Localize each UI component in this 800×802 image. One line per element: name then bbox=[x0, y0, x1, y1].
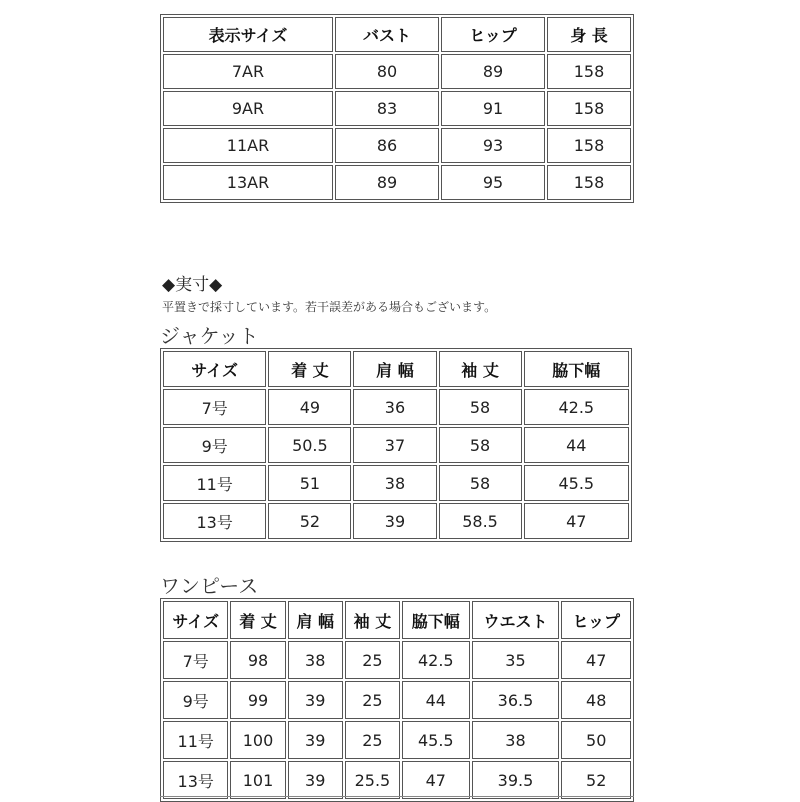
table-cell: 25.5 bbox=[345, 761, 400, 799]
table-row bbox=[163, 721, 631, 759]
table-row bbox=[163, 91, 631, 126]
table-cell: 83 bbox=[335, 91, 439, 126]
table-cell: 9AR bbox=[163, 91, 333, 126]
table-cell: 11号 bbox=[163, 465, 266, 501]
table-row bbox=[163, 165, 631, 200]
header-cell: 脇下幅 bbox=[402, 601, 469, 639]
header-cell: ヒップ bbox=[561, 601, 631, 639]
header-cell: 肩 幅 bbox=[288, 601, 343, 639]
table-cell: 47 bbox=[402, 761, 469, 799]
table-cell: 101 bbox=[230, 761, 285, 799]
table-cell: 52 bbox=[561, 761, 631, 799]
table-cell: 49 bbox=[268, 389, 351, 425]
table-cell: 50.5 bbox=[268, 427, 351, 463]
table-cell: 39 bbox=[288, 761, 343, 799]
table-row bbox=[163, 128, 631, 163]
table-row bbox=[163, 761, 631, 799]
table-header-row bbox=[163, 351, 629, 387]
table-cell: 39.5 bbox=[472, 761, 560, 799]
jacket-size-table bbox=[160, 348, 632, 542]
header-cell: ヒップ bbox=[441, 17, 545, 52]
table-cell: 25 bbox=[345, 681, 400, 719]
measurement-note: 平置きで採寸しています。若干誤差がある場合もございます。 bbox=[162, 300, 497, 314]
table-cell: 7号 bbox=[163, 389, 266, 425]
table-cell: 38 bbox=[472, 721, 560, 759]
table-cell: 98 bbox=[230, 641, 285, 679]
onepiece-title: ワンピース bbox=[160, 574, 259, 598]
table-cell: 7AR bbox=[163, 54, 333, 89]
header-cell: ウエスト bbox=[472, 601, 560, 639]
header-cell: サイズ bbox=[163, 601, 228, 639]
table-cell: 95 bbox=[441, 165, 545, 200]
table-cell: 58.5 bbox=[439, 503, 522, 539]
header-cell: 着 丈 bbox=[230, 601, 285, 639]
table-cell: 158 bbox=[547, 165, 631, 200]
table-header-row bbox=[163, 601, 631, 639]
table-cell: 25 bbox=[345, 641, 400, 679]
header-cell: 脇下幅 bbox=[524, 351, 629, 387]
table-cell: 47 bbox=[524, 503, 629, 539]
header-cell: バスト bbox=[335, 17, 439, 52]
table-cell: 36.5 bbox=[472, 681, 560, 719]
table-cell: 80 bbox=[335, 54, 439, 89]
table-cell: 158 bbox=[547, 54, 631, 89]
table-cell: 38 bbox=[288, 641, 343, 679]
table-cell: 158 bbox=[547, 91, 631, 126]
table-cell: 99 bbox=[230, 681, 285, 719]
jacket-title: ジャケット bbox=[160, 324, 259, 348]
table-cell: 86 bbox=[335, 128, 439, 163]
table-row bbox=[163, 427, 629, 463]
display-size-table bbox=[160, 14, 634, 203]
table-cell: 45.5 bbox=[524, 465, 629, 501]
header-cell: 袖 丈 bbox=[345, 601, 400, 639]
table-cell: 7号 bbox=[163, 641, 228, 679]
table-cell: 100 bbox=[230, 721, 285, 759]
table-cell: 158 bbox=[547, 128, 631, 163]
table-cell: 11号 bbox=[163, 721, 228, 759]
table-cell: 11AR bbox=[163, 128, 333, 163]
table-cell: 93 bbox=[441, 128, 545, 163]
table-row bbox=[163, 465, 629, 501]
table-cell: 42.5 bbox=[402, 641, 469, 679]
table-cell: 37 bbox=[353, 427, 436, 463]
table-row bbox=[163, 641, 631, 679]
table-cell: 36 bbox=[353, 389, 436, 425]
table-cell: 52 bbox=[268, 503, 351, 539]
table-row bbox=[163, 503, 629, 539]
table-header-row bbox=[163, 17, 631, 52]
table-cell: 42.5 bbox=[524, 389, 629, 425]
table-cell: 58 bbox=[439, 465, 522, 501]
table-cell: 51 bbox=[268, 465, 351, 501]
table-cell: 58 bbox=[439, 427, 522, 463]
table-cell: 48 bbox=[561, 681, 631, 719]
table-cell: 39 bbox=[353, 503, 436, 539]
table-cell: 13号 bbox=[163, 761, 228, 799]
header-cell: 身 長 bbox=[547, 17, 631, 52]
table-cell: 89 bbox=[335, 165, 439, 200]
table-cell: 47 bbox=[561, 641, 631, 679]
table-cell: 13AR bbox=[163, 165, 333, 200]
table-cell: 44 bbox=[402, 681, 469, 719]
table-cell: 45.5 bbox=[402, 721, 469, 759]
table-cell: 9号 bbox=[163, 681, 228, 719]
measurement-heading: ◆実寸◆ bbox=[162, 275, 223, 295]
header-cell: 着 丈 bbox=[268, 351, 351, 387]
table-cell: 50 bbox=[561, 721, 631, 759]
table-cell: 9号 bbox=[163, 427, 266, 463]
table-row bbox=[163, 54, 631, 89]
onepiece-size-table bbox=[160, 598, 634, 802]
header-cell: 表示サイズ bbox=[163, 17, 333, 52]
table-cell: 35 bbox=[472, 641, 560, 679]
table-cell: 25 bbox=[345, 721, 400, 759]
table-cell: 58 bbox=[439, 389, 522, 425]
bottom-divider bbox=[160, 796, 634, 797]
table-cell: 39 bbox=[288, 681, 343, 719]
table-cell: 91 bbox=[441, 91, 545, 126]
table-cell: 13号 bbox=[163, 503, 266, 539]
table-row bbox=[163, 681, 631, 719]
header-cell: サイズ bbox=[163, 351, 266, 387]
table-cell: 39 bbox=[288, 721, 343, 759]
header-cell: 肩 幅 bbox=[353, 351, 436, 387]
table-row bbox=[163, 389, 629, 425]
table-cell: 89 bbox=[441, 54, 545, 89]
table-cell: 44 bbox=[524, 427, 629, 463]
header-cell: 袖 丈 bbox=[439, 351, 522, 387]
table-cell: 38 bbox=[353, 465, 436, 501]
